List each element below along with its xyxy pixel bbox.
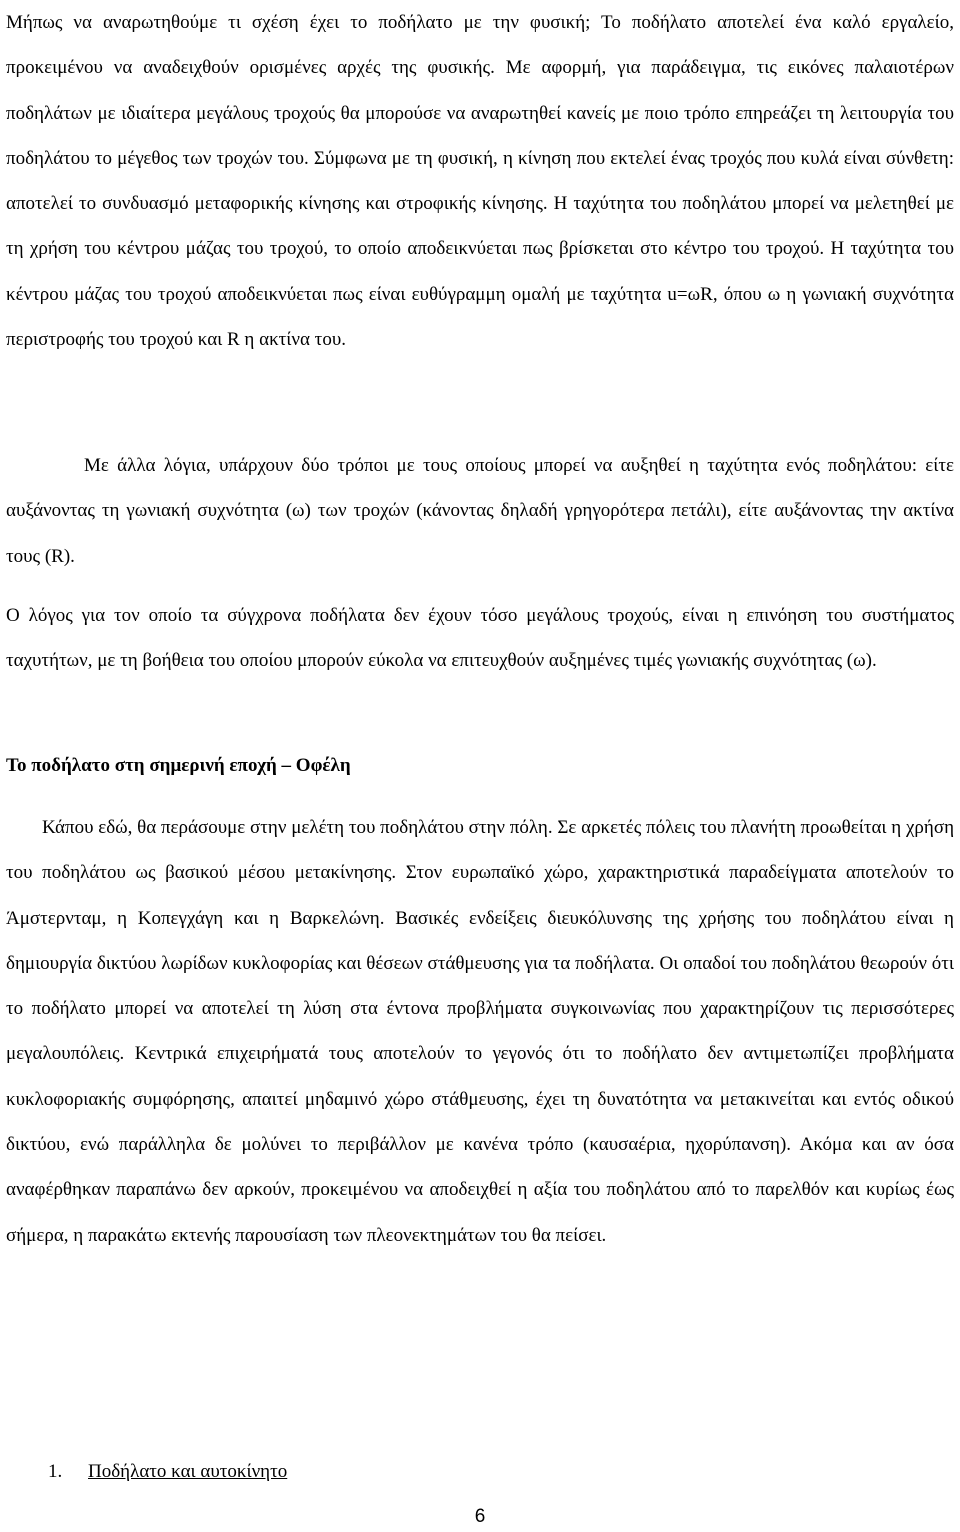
numbered-list bbox=[48, 1449, 287, 1494]
page-number: 6 bbox=[474, 1506, 486, 1527]
paragraph-city-cycling: Κάπου εδώ, θα περάσουμε στην μελέτη του ποδηλάτου στην πόλη. Σε αρκετές πόλεις του πλανήτη προωθείται η χρήση του ποδηλάτου ως βασικού μέσου μετακίνησης. Στον ευρωπαϊκό χώρο, χαρακτηριστικά παραδείγματα αποτελούν το Άμστερνταμ, η Κοπεγχάγη και η Βαρκελώνη. Βασικές ενδείξεις διευκόλυνσης της χρήσης του ποδηλάτου είναι η δημιουργία δικτύου λωρίδων κυκλοφορίας και θέσεων στάθμευσης για τα ποδήλατα. Οι οπαδοί του ποδηλάτου θεωρούν ότι το ποδήλατο μπορεί να αποτελεί τη λύση στα έντονα προβλήματα συγκοινωνίας που χαρακτηρίζουν τις περισσότερες μεγαλουπόλεις. Κεντρικά επιχειρήματά τους αποτελούν το γεγονός ότι το ποδήλατο δεν αντιμετωπίζει προβλήματα κυκλοφοριακής συμφόρησης, απαιτεί μηδαμινό χώρο στάθμευσης, έχει τη δυνατότητα να μετακινείται και εντός οδικού δικτύου, ενώ παράλληλα δε μολύνει το περιβάλλον με κανένα τρόπο (καυσαέρια, ηχορύπανση). Ακόμα και αν όσα αναφέρθηκαν παραπάνω δεν αρκούν, προκειμένου να αποδειχθεί η αξία του ποδηλάτου από το παρελθόν και κυρίως έως σήμερα, η παρακάτω εκτενής παρουσίαση των πλεονεκτημάτων του θα πείσει. bbox=[6, 817, 954, 1246]
list-item-title: Ποδήλατο και αυτοκίνητο bbox=[88, 1461, 288, 1482]
paragraph-gear-system: Ο λόγος για τον οποίο τα σύγχρονα ποδήλατα δεν έχουν τόσο μεγάλους τροχούς, είναι η επινόηση του συστήματος ταχυτήτων, με τη βοήθεια του οποίου μπορούν εύκολα να επιτευχθούν αυξημένες τιμές γωνιακής συχνότητας (ω). bbox=[6, 605, 954, 672]
section-heading: Το ποδήλατο στη σημερινή εποχή – Οφέλη bbox=[6, 755, 351, 776]
paragraph-speed-methods: Με άλλα λόγια, υπάρχουν δύο τρόποι με τους οποίους μπορεί να αυξηθεί η ταχύτητα ενός ποδηλάτου: είτε αυξάνοντας τη γωνιακή συχνότητα (ω) των τροχών (κάνοντας δηλαδή γρηγορότερα πετάλι), είτε αυξάνοντας την ακτίνα τους (R). bbox=[6, 455, 954, 567]
list-item bbox=[48, 1449, 287, 1494]
paragraph-physics-intro: Μήπως να αναρωτηθούμε τι σχέση έχει το ποδήλατο με την φυσική; Το ποδήλατο αποτελεί ένα καλό εργαλείο, προκειμένου να αναδειχθούν ορισμένες αρχές της φυσικής. Με αφορμή, για παράδειγμα, τις εικόνες παλαιοτέρων ποδηλάτων με ιδιαίτερα μεγάλους τροχούς θα μπορούσε να αναρωτηθεί κανείς με ποιο τρόπο επηρεάζει τη λειτουργία του ποδηλάτου το μέγεθος των τροχών του. Σύμφωνα με τη φυσική, η κίνηση που εκτελεί ένας τροχός που κυλά είναι σύνθετη: αποτελεί το συνδυασμό μεταφορικής κίνησης και στροφικής κίνησης. Η ταχύτητα του ποδηλάτου μπορεί να μελετηθεί με τη χρήση του κέντρου μάζας του τροχού, το οποίο αποδεικνύεται πως βρίσκεται στο κέντρο του τροχού. Η ταχύτητα του κέντρου μάζας του τροχού αποδεικνύεται πως είναι ευθύγραμμη ομαλή με ταχύτητα u=ωR, όπου ω η γωνιακή συχνότητα περιστροφής του τροχού και R η ακτίνα του. bbox=[6, 12, 954, 351]
list-item-number: 1. bbox=[48, 1461, 63, 1482]
